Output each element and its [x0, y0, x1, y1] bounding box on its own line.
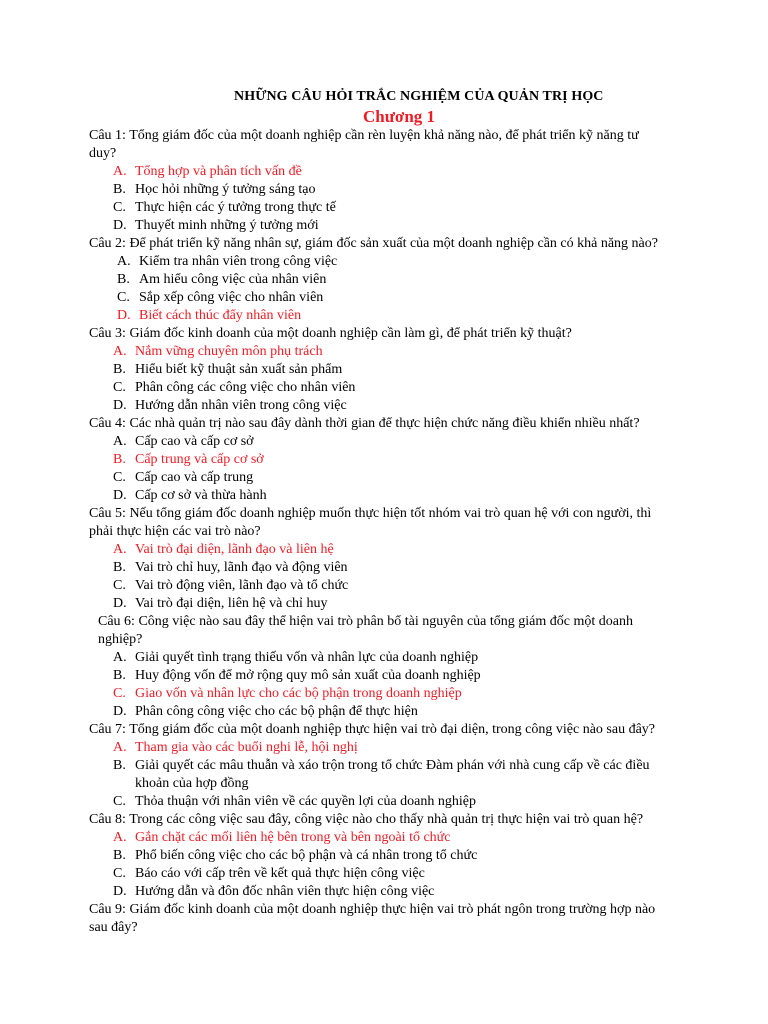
option-text: Giải quyết các mâu thuẫn và xáo trộn trong tổ chức Đàm phán với nhà cung cấp về các điều khoản của hợp đồng [135, 758, 650, 791]
option-text: Báo cáo với cấp trên về kết quả thực hiện công việc [135, 866, 425, 881]
option-text: Nắm vững chuyên môn phụ trách [135, 344, 323, 359]
answer-option-correct [89, 343, 669, 361]
question-text: Câu 6: Công việc nào sau đây thể hiện vai trò phân bổ tài nguyên của tổng giám đốc một doanh nghiệp? [98, 614, 633, 647]
option-text: Cấp trung và cấp cơ sở [135, 452, 264, 467]
option-letter: C. [117, 290, 130, 305]
option-list [89, 433, 708, 505]
document-title: NHỮNG CÂU HỎI TRẮC NGHIỆM CỦA QUẢN TRỊ HỌC [234, 89, 604, 104]
question-block [89, 721, 708, 811]
option-letter: A. [117, 254, 131, 269]
option-list [89, 829, 708, 901]
option-text: Vai trò đại diện, lãnh đạo và liên hệ [135, 542, 334, 557]
answer-option [89, 559, 669, 577]
option-letter: B. [113, 848, 126, 863]
option-text: Phân công công việc cho các bộ phận để thực hiện [135, 704, 418, 719]
answer-option [89, 181, 669, 199]
answer-option [89, 289, 673, 307]
option-letter: C. [113, 686, 126, 701]
option-list [89, 163, 708, 235]
option-letter: D. [113, 596, 127, 611]
answer-option [89, 847, 669, 865]
option-text: Hướng dẫn và đôn đốc nhân viên thực hiện công việc [135, 884, 435, 899]
option-letter: D. [113, 398, 127, 413]
option-letter: A. [113, 740, 127, 755]
option-letter: B. [113, 560, 126, 575]
option-letter: A. [113, 542, 127, 557]
option-text: Am hiểu công việc của nhân viên [139, 272, 327, 287]
answer-option [89, 577, 669, 595]
option-letter: D. [113, 884, 127, 899]
option-text: Gắn chặt các mối liên hệ bên trong và bên ngoài tổ chức [135, 830, 451, 845]
option-letter: D. [113, 488, 127, 503]
question-block [89, 235, 708, 325]
option-letter: C. [113, 866, 126, 881]
option-letter: A. [113, 830, 127, 845]
answer-option-correct [89, 307, 673, 325]
option-list [89, 649, 708, 721]
question-block [89, 325, 708, 415]
answer-option [89, 487, 669, 505]
option-text: Giải quyết tình trạng thiếu vốn và nhân lực của doanh nghiệp [135, 650, 479, 665]
answer-option [89, 703, 669, 721]
option-text: Cấp cao và cấp cơ sở [135, 434, 254, 449]
answer-option-correct [89, 451, 669, 469]
option-letter: C. [113, 470, 126, 485]
option-text: Hiểu biết kỹ thuật sản xuất sản phẩm [135, 362, 343, 377]
option-text: Sắp xếp công việc cho nhân viên [139, 290, 324, 305]
option-list [89, 739, 708, 811]
option-text: Thỏa thuận với nhân viên về các quyền lợi của doanh nghiệp [135, 794, 476, 809]
question-block [89, 127, 708, 235]
option-text: Học hỏi những ý tưởng sáng tạo [135, 182, 316, 197]
option-letter: B. [113, 452, 126, 467]
option-letter: A. [113, 164, 127, 179]
answer-option [89, 649, 669, 667]
question-block [89, 811, 708, 901]
answer-option [89, 793, 669, 811]
question-text: Câu 7: Tổng giám đốc của một doanh nghiệp thực hiện vai trò đại diện, trong công việc nào sau đây? [89, 722, 656, 737]
option-list [89, 541, 708, 613]
option-letter: D. [113, 704, 127, 719]
question-text: Câu 3: Giám đốc kinh doanh của một doanh nghiệp cần làm gì, để phát triển kỹ thuật? [89, 326, 572, 341]
option-text: Biết cách thúc đẩy nhân viên [139, 308, 302, 323]
option-text: Phân công các công việc cho nhân viên [135, 380, 356, 395]
option-text: Tham gia vào các buổi nghi lễ, hội nghị [135, 740, 358, 755]
option-letter: B. [113, 182, 126, 197]
question-text: Câu 2: Để phát triển kỹ năng nhân sự, giám đốc sản xuất của một doanh nghiệp cần có khả năng nào? [89, 236, 658, 251]
answer-option [89, 865, 669, 883]
answer-option-correct [89, 829, 669, 847]
answer-option [89, 271, 673, 289]
answer-option [89, 361, 669, 379]
question-text: Câu 9: Giám đốc kinh doanh của một doanh nghiệp thực hiện vai trò phát ngôn trong trường hợp nào sau đây? [89, 902, 656, 935]
option-letter: B. [113, 758, 126, 773]
answer-option-correct [89, 163, 669, 181]
option-text: Phổ biến công việc cho các bộ phận và cá nhân trong tổ chức [135, 848, 478, 863]
answer-option [89, 883, 669, 901]
answer-option [89, 667, 669, 685]
option-text: Cấp cao và cấp trung [135, 470, 254, 485]
question-block [89, 415, 708, 505]
option-letter: B. [113, 362, 126, 377]
chapter-title: Chương 1 [363, 107, 436, 126]
option-text: Vai trò đại diện, liên hệ và chỉ huy [135, 596, 328, 611]
answer-option-correct [89, 739, 669, 757]
question-block [89, 901, 708, 937]
question-text: Câu 1: Tổng giám đốc của một doanh nghiệp cần rèn luyện khả năng nào, để phát triển kỹ năng tư duy? [89, 128, 639, 161]
question-block [89, 505, 708, 613]
option-letter: C. [113, 200, 126, 215]
question-text: Câu 5: Nếu tổng giám đốc doanh nghiệp muốn thực hiện tốt nhóm vai trò quan hệ với con người, thì phải thực hiện các vai trò nào? [89, 506, 652, 539]
question-list [89, 127, 708, 937]
option-letter: D. [113, 218, 127, 233]
answer-option [89, 433, 669, 451]
option-text: Hướng dẫn nhân viên trong công việc [135, 398, 347, 413]
answer-option [89, 469, 669, 487]
answer-option [89, 397, 669, 415]
option-text: Cấp cơ sở và thừa hành [135, 488, 267, 503]
answer-option [89, 199, 669, 217]
option-list [89, 253, 708, 325]
answer-option [89, 217, 669, 235]
option-letter: A. [113, 434, 127, 449]
question-block [89, 613, 708, 721]
question-text: Câu 4: Các nhà quản trị nào sau đây dành thời gian để thực hiện chức năng điều khiển nhiều nhất? [89, 416, 640, 431]
option-letter: A. [113, 344, 127, 359]
option-letter: C. [113, 380, 126, 395]
option-letter: B. [117, 272, 130, 287]
answer-option [89, 253, 673, 271]
answer-option [89, 595, 669, 613]
answer-option-correct [89, 685, 669, 703]
option-letter: B. [113, 668, 126, 683]
answer-option [89, 757, 669, 793]
option-text: Huy động vốn để mở rộng quy mô sản xuất của doanh nghiệp [135, 668, 481, 683]
option-text: Giao vốn và nhân lực cho các bộ phận trong doanh nghiệp [135, 686, 462, 701]
option-letter: A. [113, 650, 127, 665]
option-text: Tổng hợp và phân tích vấn đề [135, 164, 302, 179]
answer-option [89, 379, 669, 397]
option-text: Thực hiện các ý tưởng trong thực tế [135, 200, 336, 215]
option-letter: C. [113, 578, 126, 593]
option-text: Vai trò chỉ huy, lãnh đạo và động viên [135, 560, 348, 575]
question-text: Câu 8: Trong các công việc sau đây, công việc nào cho thấy nhà quản trị thực hiện vai trò quan hệ? [89, 812, 644, 827]
option-text: Thuyết minh những ý tưởng mới [135, 218, 319, 233]
option-text: Kiểm tra nhân viên trong công việc [139, 254, 338, 269]
option-letter: D. [117, 308, 131, 323]
option-list [89, 343, 708, 415]
option-letter: C. [113, 794, 126, 809]
answer-option-correct [89, 541, 669, 559]
option-text: Vai trò động viên, lãnh đạo và tổ chức [135, 578, 349, 593]
